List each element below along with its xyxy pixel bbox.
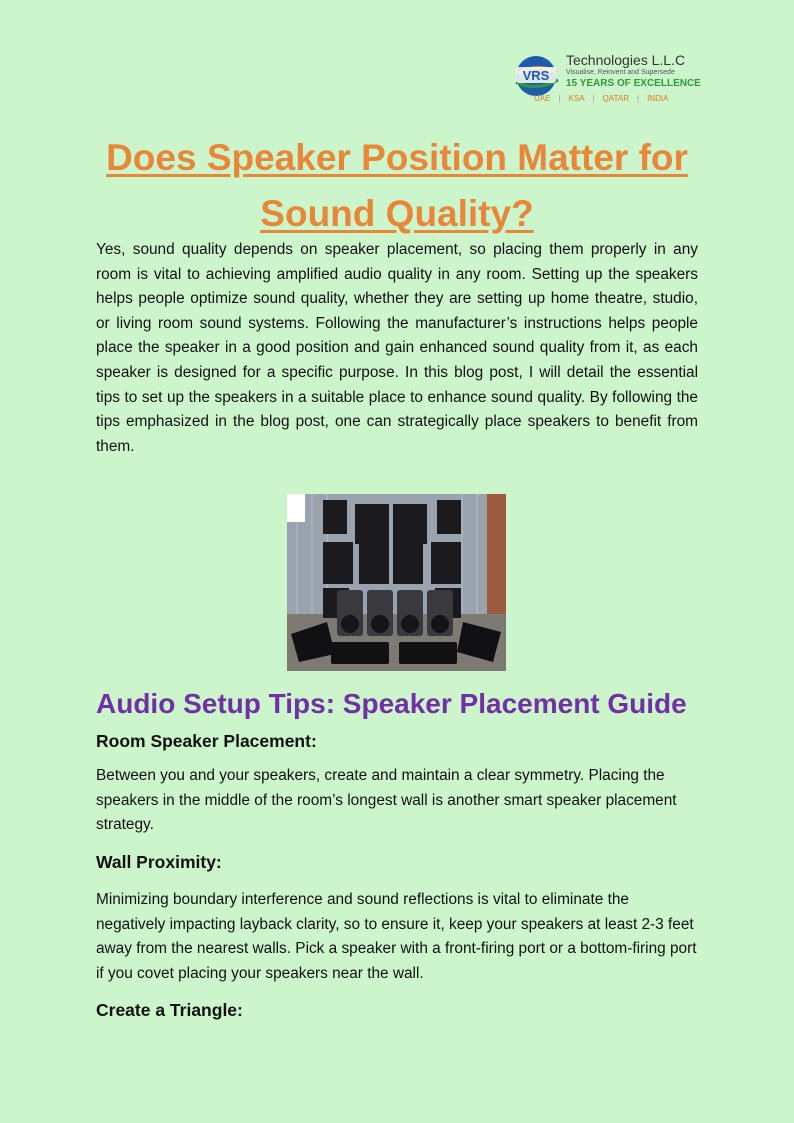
svg-text:VRS: VRS <box>522 68 550 83</box>
subheading-wall-proximity: Wall Proximity: <box>96 852 222 872</box>
subheading-room-placement: Room Speaker Placement: <box>96 731 317 751</box>
page-title: Does Speaker Position Matter for Sound Quality? <box>106 137 688 234</box>
company-tagline: Visualise, Reinvent and Supersede <box>566 69 675 76</box>
subheading-create-triangle: Create a Triangle: <box>96 1000 243 1020</box>
region-list: UAE | KSA | QATAR | INDIA <box>526 94 676 103</box>
intro-paragraph: Yes, sound quality depends on speaker placement, so placing them properly in any room is vital to achieving amplified audio quality in any room. Setting up the speakers helps people optimize sound quality, whether they are setting up home theatre, studio, or living room sound systems. Following the manufacturer’s instructions helps people place the speaker in a good position and gain enhanced sound quality from it, as each speaker is designed for a specific purpose. In this blog post, I will detail the essential tips to set up the speakers in a suitable place to enhance sound quality. By following the tips emphasized in the blog post, one can strategically place speakers to benefit from them. <box>96 241 698 455</box>
paragraph-wall-proximity: Minimizing boundary interference and sound reflections is vital to eliminate the negatively impacting layback clarity, so to ensure it, keep your speakers at least 2-3 feet away from the nearest walls. Pick a speaker with a front-firing port or a bottom-firing port if you covet placing your speakers near the wall. <box>96 891 697 982</box>
region-uae: UAE <box>534 94 551 103</box>
company-name: Technologies L.L.C <box>566 52 686 68</box>
company-logo <box>508 50 708 106</box>
section-heading: Audio Setup Tips: Speaker Placement Guide <box>96 688 687 719</box>
region-ksa: KSA <box>568 94 585 103</box>
globe-logo-icon <box>510 52 562 100</box>
years-badge: 15 YEARS OF EXCELLENCE <box>566 78 701 89</box>
region-india: INDIA <box>647 94 669 103</box>
region-qatar: QATAR <box>602 94 629 103</box>
paragraph-room-placement: Between you and your speakers, create and maintain a clear symmetry. Placing the speakers in the middle of the room’s longest wall is another smart speaker placement strategy. <box>96 767 677 834</box>
speakers-photo <box>287 494 506 671</box>
